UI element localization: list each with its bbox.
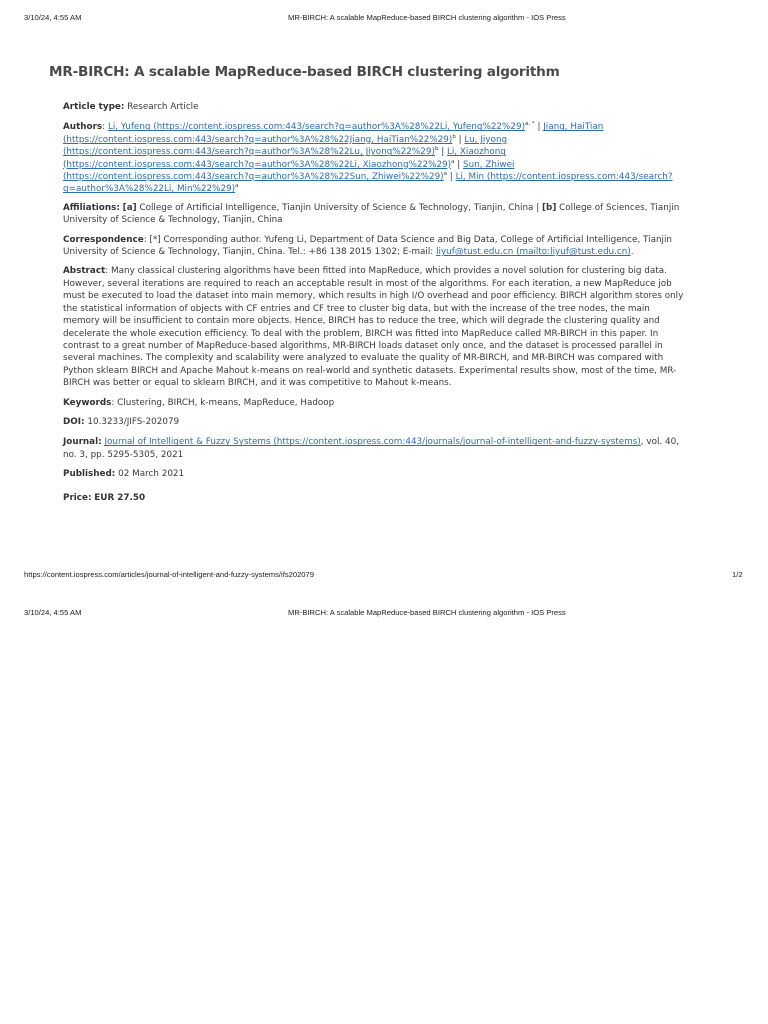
print-page-title-page2: MR-BIRCH: A scalable MapReduce-based BIRCH clustering algorithm - IOS Press	[288, 608, 566, 617]
published-label: Published:	[63, 469, 116, 480]
article-title: MR-BIRCH: A scalable MapReduce-based BIRCH clustering algorithm	[49, 64, 560, 80]
published-value: 02 March 2021	[118, 469, 185, 480]
author-link-li-min[interactable]: Li, Min (https://content.iospress.com:443/search?q=author%3A%28%22Li, Min%22%29)	[63, 172, 673, 195]
doi-label: DOI:	[63, 416, 85, 427]
article-type-row	[63, 101, 689, 113]
authors-label: Authors	[63, 122, 103, 133]
print-page-title: MR-BIRCH: A scalable MapReduce-based BIRCH clustering algorithm - IOS Press	[288, 13, 566, 22]
author-link-sun-zhiwei[interactable]: Sun, Zhiwei (https://content.iospress.com:443/search?q=author%3A%28%22Sun, Zhiwei%22%29)	[63, 159, 515, 183]
correspondence-row: Correspondence: [*] Corresponding author. Yufeng Li, Department of Data Science and Big Data, College of Artificial Intelligence, Tianjin University of Science & Technology, Tianjin, China. Tel.: +86 138 2015 1302; E-mail: liyuf@tust.edu.cn (mailto:liyuf@tust.edu.cn).	[63, 234, 673, 258]
article-metadata	[63, 101, 689, 504]
journal-link[interactable]: Journal of Intelligent & Fuzzy Systems (https://content.iospress.com:443/journals/journal-of-intelligent-and-fuzzy-systems)	[104, 437, 641, 448]
correspondence-text: [*] Corresponding author. Yufeng Li, Department of Data Science and Big Data, College of Artificial Intelligence, Tianjin University of Science & Technology, Tianjin, China. Tel.: +86 138 2015 1302; E-mail:	[63, 234, 673, 258]
author-link-lu-jiyong[interactable]: Lu, Jiyong (https://content.iospress.com:443/search?q=author%3A%28%22Lu, Jiyong%22%29)	[63, 134, 508, 158]
correspondence-email-link[interactable]: liyuf@tust.edu.cn (mailto:liyuf@tust.edu.cn)	[436, 247, 631, 258]
keywords-row: Keywords: Clustering, BIRCH, k-means, MapReduce, Hadoop	[63, 397, 335, 408]
affiliations-label: Affiliations:	[63, 202, 120, 213]
print-footer-url: https://content.iospress.com/articles/journal-of-intelligent-and-fuzzy-systems/ifs202079	[24, 570, 314, 579]
author-link-li-xiaozhong[interactable]: Li, Xiaozhong (https://content.iospress.com:443/search?q=author%3A%28%22Li, Xiaozhong%22%29)	[63, 147, 506, 170]
published-row	[63, 468, 689, 480]
affiliations-row: Affiliations: [a] College of Artificial Intelligence, Tianjin University of Science & Technology, Tianjin, China | [b] College of Sciences, Tianjin University of Science & Technology, Tianjin, China	[63, 202, 680, 226]
keywords-value: Clustering, BIRCH, k-means, MapReduce, Hadoop	[117, 397, 335, 408]
print-datetime: 3/10/24, 4:55 AM	[24, 13, 82, 22]
correspondence-label: Correspondence	[63, 234, 144, 245]
print-page-number: 1/2	[732, 570, 743, 579]
price-row	[63, 492, 689, 504]
print-datetime-page2: 3/10/24, 4:55 AM	[24, 608, 82, 617]
doi-value: 10.3233/JIFS-202079	[87, 416, 180, 427]
affiliation-a: College of Artificial Intelligence, Tianjin University of Science & Technology, Tianjin, China |	[139, 202, 540, 213]
affiliation-b: College of Sciences, Tianjin University of Science & Technology, Tianjin, China	[63, 202, 680, 226]
abstract-row: Abstract: Many classical clustering algorithms have been fitted into MapReduce, which provides a novel solution for clustering big data. However, several iterations are required to reach an acceptable result in most of the algorithms. For each iteration, a new MapReduce job must be executed to load the dataset into main memory, which results in high I/O overhead and poor efficiency. BIRCH algorithm stores only the statistical information of objects with CF entries and CF tree to cluster big data, but with the increase of the tree nodes, the main memory will be insufficient to contain more objects. Hence, BIRCH has to reduce the tree, which will degrade the clustering quality and decelerate the whole execution efficiency. To deal with the problem, BIRCH was fitted into MapReduce called MR-BIRCH in this paper. In contrast to a great number of MapReduce-based algorithms, MR-BIRCH loads dataset only once, and the dataset is processed parallel in several machines. The complexity and scalability were analyzed to evaluate the quality of MR-BIRCH, and MR-BIRCH was compared with Python sklearn BIRCH and Apache Mahout k-means on real-world and synthetic datasets. Experimental results show, most of the time, MR-BIRCH was better or equal to sklearn BIRCH, and it was competitive to Mahout k-means.	[63, 266, 684, 389]
keywords-label: Keywords	[63, 397, 112, 408]
author-link-jiang-haitian[interactable]: Jiang, HaiTian (https://content.iospress.com:443/search?q=author%3A%28%22Jiang, HaiTian%22%29)	[63, 122, 604, 145]
journal-row	[63, 436, 689, 461]
price-value: EUR 27.50	[94, 492, 146, 503]
journal-details: , vol. 40, no. 3, pp. 5295-5305, 2021	[63, 437, 680, 460]
abstract-text: Many classical clustering algorithms have been fitted into MapReduce, which provides a novel solution for clustering big data. However, several iterations are required to reach an acceptable result in most of the algorithms. For each iteration, a new MapReduce job must be executed to load the dataset into main memory, which results in high I/O overhead and poor efficiency. BIRCH algorithm stores only the statistical information of objects with CF entries and CF tree to cluster big data, but with the increase of the tree nodes, the main memory will be insufficient to contain more objects. Hence, BIRCH has to reduce the tree, which will degrade the clustering quality and decelerate the whole execution efficiency. To deal with the problem, BIRCH was fitted into MapReduce called MR-BIRCH in this paper. In contrast to a great number of MapReduce-based algorithms, MR-BIRCH loads dataset only once, and the dataset is processed parallel in several machines. The complexity and scalability were analyzed to evaluate the quality of MR-BIRCH, and MR-BIRCH was compared with Python sklearn BIRCH and Apache Mahout k-means on real-world and synthetic datasets. Experimental results show, most of the time, MR-BIRCH was better or equal to sklearn BIRCH, and it was competitive to Mahout k-means.	[63, 266, 684, 389]
journal-label: Journal:	[63, 437, 102, 448]
authors-row: Authors: Li, Yufeng (https://content.iospress.com:443/search?q=author%3A%28%22Li, Yufeng%22%29)$^{a, *}$ | Jiang, HaiTian (https://content.iospress.com:443/search?q=author%3A%28%22Jiang, HaiTian%22%29)$^b$ | Lu, Jiyong (https://content.iospress.com:443/search?q=author%3A%28%22Lu, Jiyong%22%29)$^b$ | Li, Xiaozhong (https://content.iospress.com:443/search?q=author%3A%28%22Li, Xiaozhong%22%29)$^a$ | Sun, Zhiwei (https://content.iospress.com:443/search?q=author%3A%28%22Sun, Zhiwei%22%29)$^a$ | Li, Min (https://content.iospress.com:443/search?q=author%3A%28%22Li, Min%22%29)$^a$	[63, 121, 673, 195]
doi-row	[63, 416, 689, 428]
article-type-label: Article type:	[63, 102, 125, 112]
price-label: Price:	[63, 492, 92, 503]
article-type-value: Research Article	[127, 102, 199, 112]
abstract-label: Abstract	[63, 266, 106, 277]
author-link-li-yufeng[interactable]: Li, Yufeng (https://content.iospress.com:443/search?q=author%3A%28%22Li, Yufeng%22%29)	[107, 122, 526, 133]
